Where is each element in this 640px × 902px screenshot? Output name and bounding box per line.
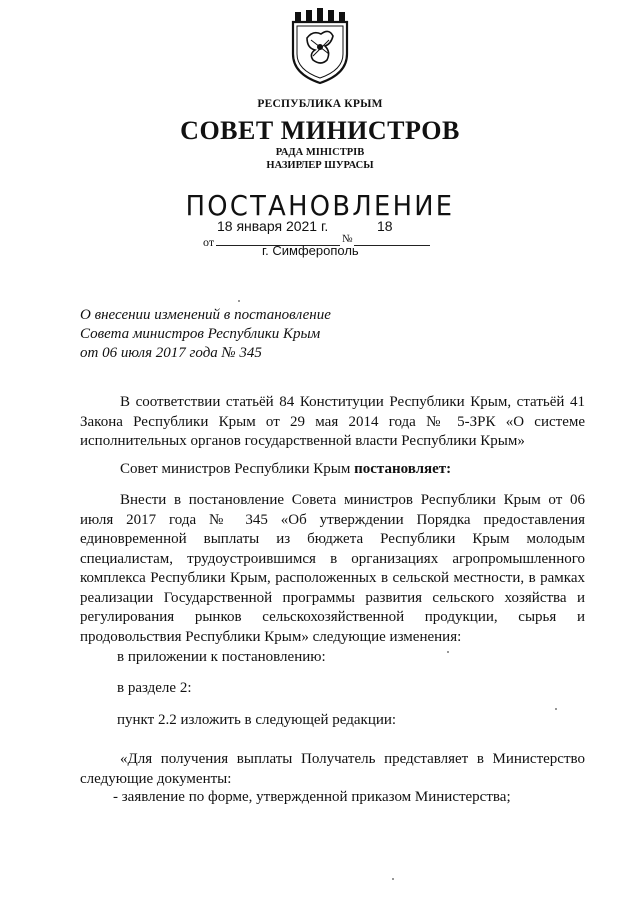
scan-speck [238, 300, 240, 302]
appendix-paragraph: в приложении к постановлению: [117, 649, 326, 665]
council-name-translations [0, 146, 640, 172]
number-label: № [342, 233, 353, 245]
documents-text: «Для получения выплаты Получатель представляет в Министерство следующие документы: [80, 751, 585, 787]
subject-line: Совета министров Республики Крым [80, 326, 321, 342]
city-label: г. Симферополь [262, 243, 359, 258]
documents-paragraph [80, 750, 585, 789]
decree-title: ПОСТАНОВЛЕНИЕ [185, 189, 455, 222]
documents-list-item: - заявление по форме, утвержденной приказом Министерства; [113, 789, 511, 805]
scan-speck [392, 878, 394, 880]
resolution-keyword: постановляет: [354, 461, 452, 477]
nazirler-label: НАЗИРЛЕР ШУРАСЫ [266, 160, 374, 171]
preamble-text: В соответствии статьёй 84 Конституции Республики Крым, статьёй 41 Закона Республики Крым от 29 мая 2014 года № 5-ЗРК «О системе исполнительных органов государственной власти Республики Крым» [80, 394, 585, 449]
coat-of-arms-emblem [287, 8, 353, 86]
resolution-text: Совет министров Республики Крым [120, 461, 355, 477]
decree-subject [80, 306, 331, 363]
council-name: СОВЕТ МИНИСТРОВ [180, 116, 460, 145]
amendment-paragraph [80, 491, 585, 647]
subject-line: от 06 июля 2017 года № 345 [80, 345, 262, 361]
decree-date: 18 января 2021 г. [217, 218, 329, 234]
section-paragraph: в разделе 2: [117, 680, 192, 696]
clause-paragraph: пункт 2.2 изложить в следующей редакции: [117, 712, 397, 728]
rada-label: РАДА МІНІСТРІВ [275, 147, 365, 158]
number-underline [354, 245, 430, 246]
decree-number: 18 [377, 218, 393, 234]
date-from-label: от [203, 235, 215, 249]
resolution-paragraph [120, 460, 580, 480]
scan-speck [555, 708, 557, 710]
scan-speck [447, 651, 449, 653]
preamble-paragraph [80, 393, 585, 452]
republic-name: РЕСПУБЛИКА КРЫМ [257, 98, 383, 110]
amendment-text: Внести в постановление Совета министров Республики Крым от 06 июля 2017 года № 345 «Об утверждении Порядка предоставления единовременной выплаты из бюджета Республики Крым молодым специалистам, трудоустроившимся в организациях агропромышленного комплекса Республики Крым, расположенных в сельской местности, в рамках реализации Государственной программы развития сельского хозяйства и регулирования рынков сельскохозяйственной продукции, сырья и продовольствия Республики Крым» следующие изменения: [80, 492, 585, 645]
subject-line: О внесении изменений в постановление [80, 307, 331, 323]
